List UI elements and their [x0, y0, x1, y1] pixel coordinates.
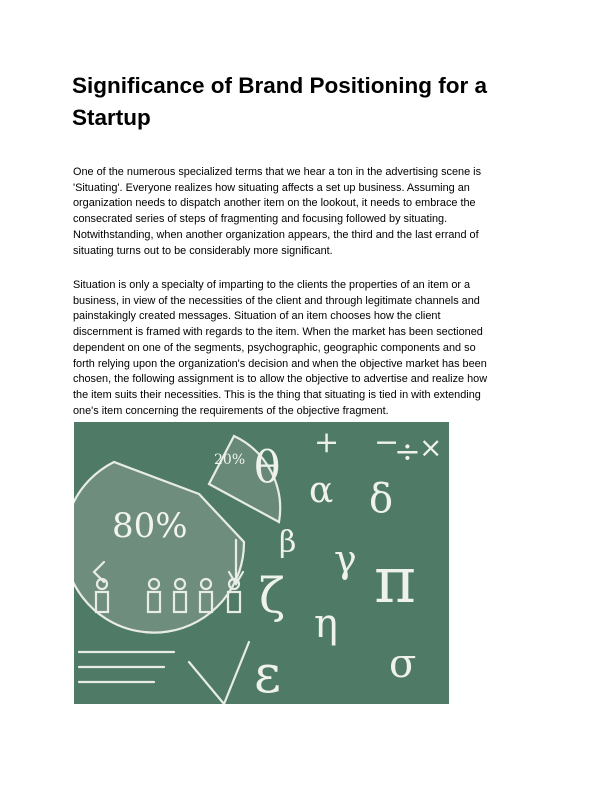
text-line: business, in view of the necessities of the client and through legitimate channels and	[73, 294, 480, 307]
symbol: −	[374, 425, 400, 460]
symbol: γ	[334, 537, 357, 581]
text-line: dependent on one of the segments, psychographic, geographic components and so	[73, 341, 476, 354]
symbol: π	[374, 544, 417, 618]
symbol: δ	[369, 476, 394, 522]
symbol: θ	[254, 442, 281, 493]
pie-small-label: 20%	[214, 452, 246, 468]
text-line: 'Situating'. Everyone realizes how situating affects a set up business. Assuming an	[73, 181, 470, 194]
greek-symbols-drawing	[254, 425, 442, 704]
text-line: painstakingly created messages. Situation of an item chooses how the client	[73, 310, 441, 323]
check-drawing	[189, 642, 249, 704]
text-line: situating turns out to be considerably more significant.	[73, 244, 333, 257]
symbol: σ	[389, 641, 417, 687]
symbol: β	[279, 525, 297, 560]
pie-large-label: 80%	[112, 506, 188, 546]
text-line: Situation is only a specialty of imparting to the clients the properties of an item or a	[73, 279, 471, 291]
symbol: ε	[254, 645, 281, 704]
symbol: ζ	[259, 568, 286, 624]
symbol: +	[314, 425, 340, 460]
text-line: consecrated series of steps of fragmenting and focusing followed by situating.	[73, 213, 448, 226]
symbol: ×	[419, 431, 443, 464]
paragraph-1	[73, 165, 481, 259]
pie-chart-drawing	[74, 436, 280, 633]
symbol: η	[314, 601, 338, 647]
symbol: α	[309, 470, 334, 511]
text-line: chosen, the following assignment is to allow the objective to advertise and realize how	[73, 373, 488, 386]
text-line: forth relying upon the organization's decision and when the objective market has been	[73, 357, 487, 370]
text-line: one's item concerning the requirements of the objective fragment.	[73, 404, 389, 417]
symbol: ÷	[394, 432, 421, 470]
paragraph-2	[73, 278, 487, 419]
text-line: organization needs to dispatch another item on the lookout, it needs to embrace the	[73, 197, 476, 210]
text-line: One of the numerous specialized terms that we hear a ton in the advertising scene is	[73, 166, 482, 178]
text-line: discernment is framed with regards to the item. When the market has been sectioned	[73, 326, 483, 339]
document-title: Significance of Brand Positioning for a Startup	[72, 73, 488, 130]
text-line: Notwithstanding, when another organization appears, the third and the last errand of	[73, 228, 479, 241]
text-line: the item suits their necessities. This is the thing that situating is tied in with extending	[73, 388, 481, 401]
chalkboard-image	[74, 422, 449, 704]
